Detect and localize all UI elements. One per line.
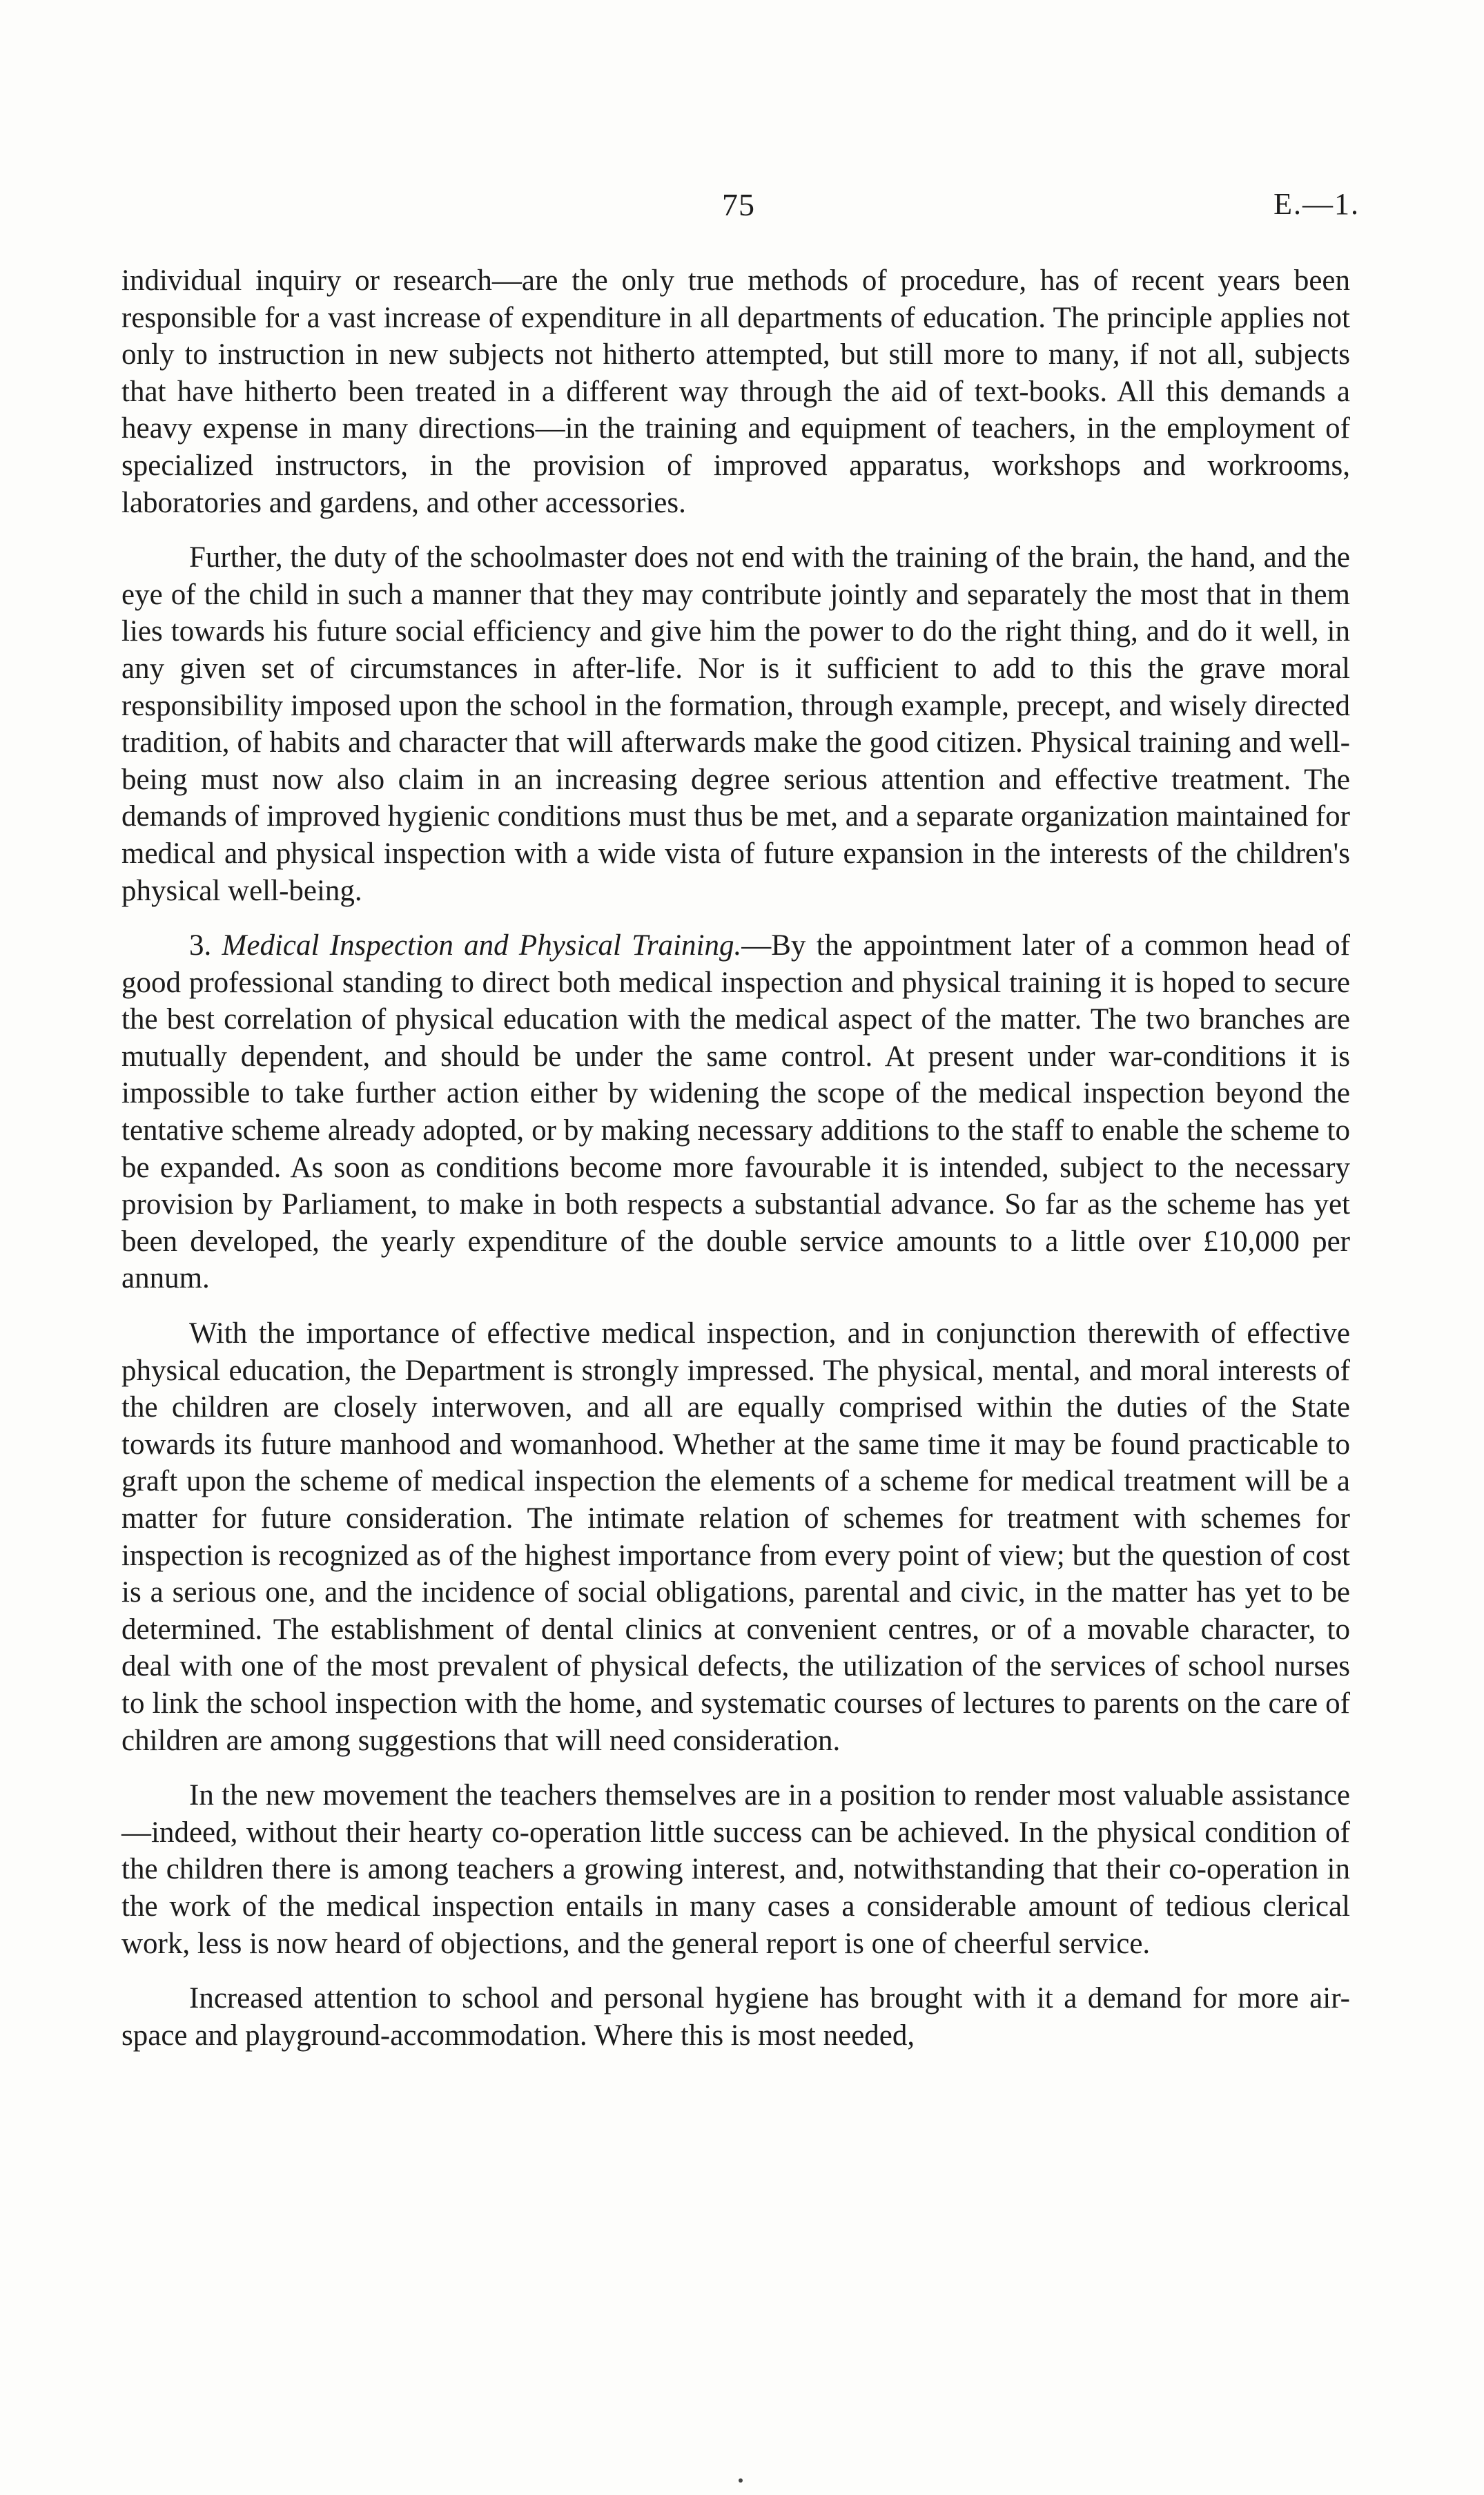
section-text: —By the appointment later of a common head of good professional standing to direct both medical inspection and physical training it is hoped to secure the best correlation of physical education with the medical aspect of the matter. The two branches are mutually dependent, and should be under the same control. At present under war-conditions it is impossible to take further action either by widening the scope of the medical inspection beyond the tentative scheme already adopted, or by making necessary additions to the staff to enable the scheme to be expanded. As soon as conditions become more favourable it is intended, subject to the necessary provision by Parliament, to make in both respects a substantial advance. So far as the scheme has yet been developed, the yearly expenditure of the double service amounts to a little over £10,000 per annum.: [121, 929, 1350, 1295]
paragraph-2: Further, the duty of the schoolmaster does not end with the training of the brain, the hand, and the eye of the child in such a manner that they may contribute jointly and separately the most that in them lies towards his future social efficiency and give him the power to do the right thing, and do it well, in any given set of circumstances in after-life. Nor is it sufficient to add to this the grave moral responsibility imposed upon the school in the formation, through example, precept, and wisely directed tradition, of habits and character that will afterwards make the good citizen. Physical training and well-being must now also claim in an increasing degree serious attention and effective treatment. The demands of improved hygienic conditions must thus be met, and a separate organization maintained for medical and physical inspection with a wide vista of future expansion in the interests of the children's physical well-being.: [121, 541, 1350, 907]
paragraph-6: Increased attention to school and personal hygiene has brought with it a demand for more air-space and playground-accommodation. Where this is most needed,: [121, 1982, 1350, 2052]
paragraph-5: In the new movement the teachers themselves are in a position to render most valuable assistance—indeed, without their hearty co-operation little success can be achieved. In the physical condition of the children there is among teachers a growing interest, and, notwithstanding that their co-operation in the work of the medical inspection entails in many cases a considerable amount of tedious clerical work, less is now heard of objections, and the general report is one of cheerful service.: [121, 1779, 1350, 1960]
section-heading: Medical Inspection and Physical Training.: [222, 929, 742, 962]
footer-mark: [739, 2478, 743, 2483]
page-number: 75: [722, 187, 755, 222]
paragraph-4: With the importance of effective medical inspection, and in conjunction therewith of effective physical education, the Department is strongly impressed. The physical, mental, and moral interests of the children are closely interwoven, and all are equally comprised within the duties of the State towards its future manhood and womanhood. Whether at the same time it may be found practicable to graft upon the scheme of medical inspection the elements of a scheme for medical treatment will be a matter for future consideration. The intimate relation of schemes for treatment with schemes for inspection is recognized as of the highest importance from every point of view; but the question of cost is a serious one, and the incidence of social obligations, parental and civic, in the matter has yet to be determined. The establishment of dental clinics at convenient centres, or of a movable character, to deal with one of the most prevalent of physical defects, the utilization of the services of school nurses to link the school inspection with the home, and systematic courses of lectures to parents on the care of children are among suggestions that will need consideration.: [121, 1317, 1350, 1757]
document-code: E.—1.: [1273, 187, 1360, 221]
section-number: 3.: [189, 929, 212, 962]
body-text: [121, 262, 1350, 2072]
paragraph-3-medical-inspection: [121, 927, 1350, 1297]
paragraph-1: individual inquiry or research—are the only true methods of procedure, has of recent years been responsible for a vast increase of expenditure in all departments of education. The principle applies not only to instruction in new subjects not hitherto attempted, but still more to many, if not all, subjects that have hitherto been treated in a different way through the aid of text-books. All this demands a heavy expense in many directions—in the training and equipment of teachers, in the employment of specialized instructors, in the provision of improved apparatus, workshops and workrooms, laboratories and gardens, and other accessories.: [121, 264, 1350, 519]
